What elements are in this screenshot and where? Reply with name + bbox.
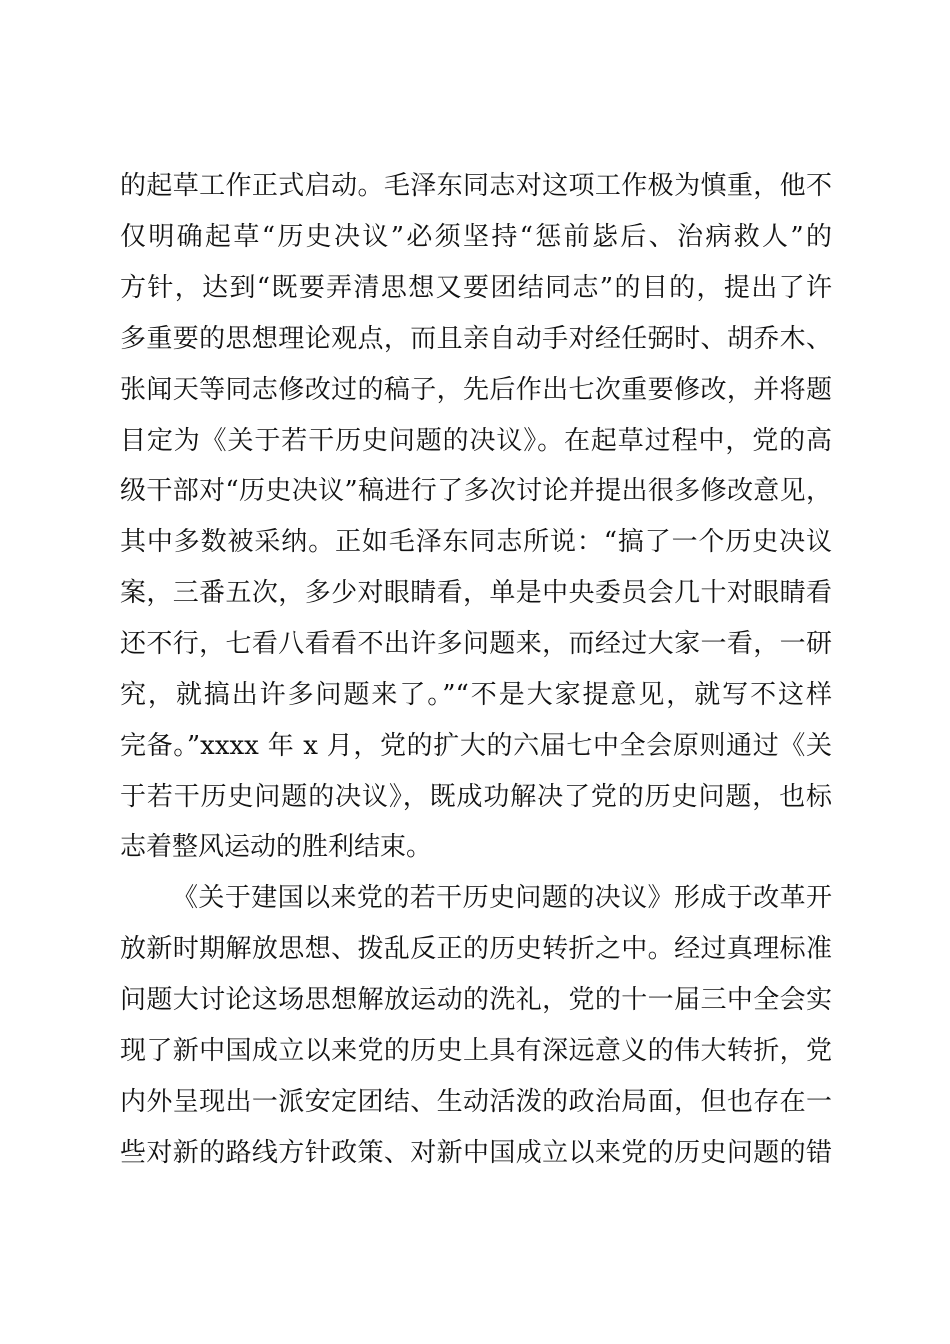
text-line-14: 志着整风运动的胜利结束。 — [120, 832, 433, 862]
text-line-18: 现了新中国成立以来党的历史上具有深远意义的伟大转折，党 — [120, 1036, 832, 1066]
text-line-7: 级干部对“历史决议”稿进行了多次讨论并提出很多修改意见， — [120, 476, 832, 506]
text-line-5: 张闻天等同志修改过的稿子，先后作出七次重要修改，并将题 — [120, 375, 832, 405]
text-line-17: 问题大讨论这场思想解放运动的洗礼，党的十一届三中全会实 — [120, 985, 832, 1015]
text-line-1: 的起草工作正式启动。毛泽东同志对这项工作极为慎重，他不 — [120, 171, 832, 201]
text-line-20: 些对新的路线方针政策、对新中国成立以来党的历史问题的错 — [120, 1138, 832, 1168]
text-line-3: 方针，达到“既要弄清思想又要团结同志”的目的，提出了许 — [120, 273, 832, 303]
text-line-13: 于若干历史问题的决议》，既成功解决了党的历史问题，也标 — [120, 782, 832, 812]
text-line-10: 还不行，七看八看看不出许多问题来，而经过大家一看，一研 — [120, 629, 832, 659]
text-line-8: 其中多数被采纳。正如毛泽东同志所说：“搞了一个历史决议 — [120, 527, 832, 557]
text-line-11: 究，就搞出许多问题来了。”“不是大家提意见，就写不这样 — [120, 680, 832, 710]
text-line-2: 仅明确起草“历史决议”必须坚持“惩前毖后、治病救人”的 — [120, 222, 832, 252]
text-line-15: 《关于建国以来党的若干历史问题的决议》形成于改革开 — [172, 883, 832, 913]
text-line-9: 案，三番五次，多少对眼睛看，单是中央委员会几十对眼睛看 — [120, 578, 832, 608]
text-line-19: 内外呈现出一派安定团结、生动活泼的政治局面，但也存在一 — [120, 1087, 832, 1117]
text-line-12: 完备。”xxxx 年 x 月，党的扩大的六届七中全会原则通过《关 — [120, 731, 832, 761]
text-line-16: 放新时期解放思想、拨乱反正的历史转折之中。经过真理标准 — [120, 934, 832, 964]
text-line-6: 目定为《关于若干历史问题的决议》。在起草过程中，党的高 — [120, 426, 832, 456]
text-line-4: 多重要的思想理论观点，而且亲自动手对经任弼时、胡乔木、 — [120, 324, 832, 354]
